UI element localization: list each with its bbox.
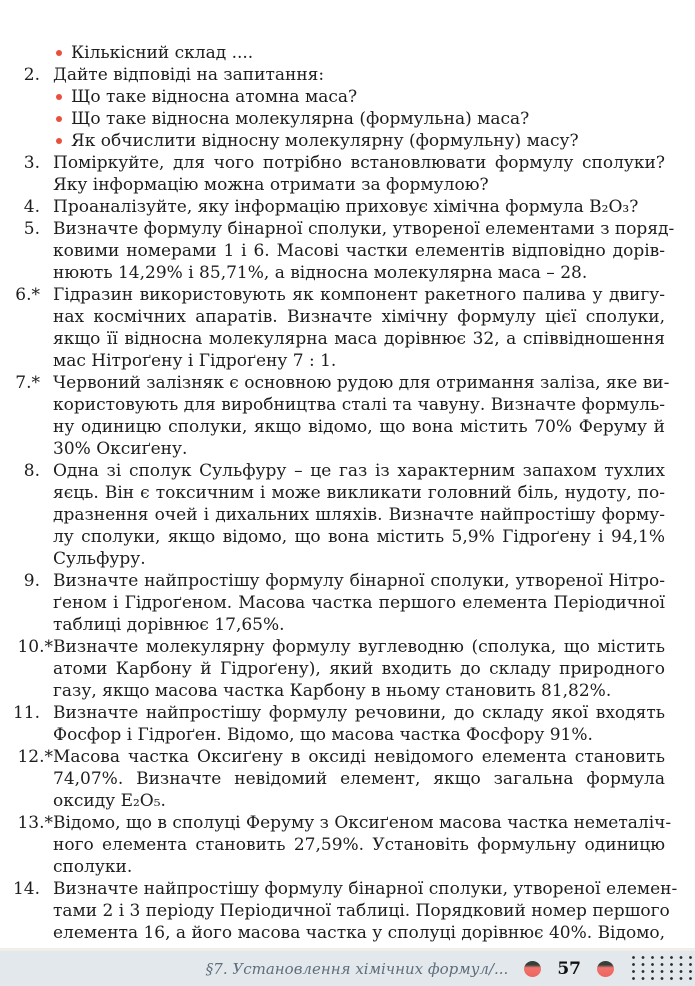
page-number: 57 [557, 958, 581, 979]
item-text-line: Яку інформацію можна отримати за формулою? [53, 175, 489, 195]
item-text-line: тами 2 і 3 періоду Періодичної таблиці. Порядковий номер першого [53, 901, 670, 921]
item-lines [53, 636, 665, 702]
item-lines [53, 284, 665, 372]
item-lines [53, 218, 675, 284]
item-text-line: яєць. Він є токсичним і може викликати головний біль, нудоту, по- [53, 483, 665, 503]
item-text-line: Визначте найпростішу формулу бінарної сполуки, утвореної Нітро- [53, 571, 665, 591]
item-number: 8. [23, 461, 40, 481]
bead-icon [524, 961, 541, 977]
exercise-item [12, 878, 678, 944]
exercise-item [17, 812, 672, 878]
exercise-list [12, 42, 678, 944]
item-text-line: газу, якщо масова частка Карбону в ньому становить 81,82%. [53, 681, 612, 701]
item-number: 2. [23, 65, 40, 85]
item-number: 12.* [17, 747, 53, 767]
item-text-line: ну одиницю сполуки, якщо відомо, що вона містить 70% Феруму й [53, 417, 665, 437]
bullet-dot-icon [56, 50, 62, 56]
item-lines [53, 152, 665, 196]
item-text-line: мас Нітроґену і Гідроґену 7 : 1. [53, 351, 337, 371]
item-text-line: Відомо, що в сполуці Феруму з Оксиґеном масова частка неметаліч- [53, 813, 672, 833]
item-text-line: дразнення очей і дихальних шляхів. Визначте найпростішу форму- [53, 505, 665, 525]
item-lines [53, 570, 665, 636]
item-text-line: Масова частка Оксиґену в оксиді невідомого елемента становить [53, 747, 665, 767]
bead-icon [597, 961, 614, 977]
item-number: 11. [12, 703, 40, 723]
item-lines [53, 64, 665, 152]
page-footer [0, 948, 695, 986]
item-number: 4. [23, 197, 40, 217]
exercise-item [12, 702, 665, 746]
item-text-line: таблиці дорівнює 17,65%. [53, 615, 285, 635]
bullet-text: Що таке відносна молекулярна (формульна) маса? [71, 109, 530, 129]
exercise-item [23, 152, 665, 196]
item-text-line: Проаналізуйте, яку інформацію приховує хімічна формула B₂O₃? [53, 197, 639, 217]
footer-section-title: §7. Установлення хімічних формул/... [205, 959, 509, 978]
item-lines [53, 812, 672, 878]
item-text-line: 30% Оксиґену. [53, 439, 188, 459]
item-text-line: нюють 14,29% і 85,71%, а відносна молекулярна маса – 28. [53, 263, 588, 283]
item-text-line: сполуки. [53, 857, 133, 877]
item-number: 13.* [17, 813, 53, 833]
item-text-line: лу сполуки, якщо відомо, що вона містить 5,9% Гідроґену і 94,1% [53, 527, 665, 547]
exercise-item [15, 372, 670, 460]
item-lines [53, 746, 665, 812]
bullet-line [53, 108, 665, 130]
item-number: 9. [23, 571, 40, 591]
item-text-line: атоми Карбону й Гідроґену), який входить до складу природного [53, 659, 665, 679]
bullet-text: Що таке відносна атомна маса? [71, 87, 358, 107]
bullet-text: Кількісний склад .... [71, 43, 254, 63]
item-lines [53, 196, 665, 218]
bullet-dot-icon [56, 116, 62, 122]
item-lines [53, 42, 665, 64]
item-lines [53, 372, 670, 460]
item-lines [53, 460, 665, 570]
dot-grid-decoration [632, 956, 694, 981]
bullet-text: Як обчислити відносну молекулярну (формульну) масу? [71, 131, 579, 151]
item-text-line: ковими номерами 1 і 6. Масові частки елементів відповідно дорів- [53, 241, 665, 261]
item-number: 5. [23, 219, 40, 239]
exercise-item [23, 64, 665, 152]
item-text-line: Дайте відповіді на запитання: [53, 65, 325, 85]
item-text-line: Визначте формулу бінарної сполуки, утвореної елементами з поряд- [53, 219, 675, 239]
item-text-line: 74,07%. Визначте невідомий елемент, якщо загальна формула [53, 769, 665, 789]
item-text-line: Визначте молекулярну формулу вуглеводню (сполука, що містить [53, 637, 665, 657]
exercise-item [23, 570, 665, 636]
item-text-line: Сульфуру. [53, 549, 146, 569]
item-text-line: елемента 16, а його масова частка у сполуці дорівнює 40%. Відомо, [53, 923, 666, 943]
item-number: 3. [23, 153, 40, 173]
exercise-item [53, 42, 665, 64]
exercise-item [17, 636, 665, 702]
item-text-line: Гідразин використовують як компонент ракетного палива у двигу- [53, 285, 665, 305]
exercise-item [17, 746, 665, 812]
exercise-item [23, 196, 665, 218]
item-text-line: ного елемента становить 27,59%. Установіть формульну одиницю [53, 835, 665, 855]
item-text-line: Червоний залізняк є основною рудою для отримання заліза, яке ви- [53, 373, 670, 393]
item-text-line: користовують для виробництва сталі та чавуну. Визначте формуль- [53, 395, 665, 415]
item-text-line: Одна зі сполук Сульфуру – це газ із характерним запахом тухлих [53, 461, 665, 481]
item-number: 14. [12, 879, 40, 899]
item-text-line: нах космічних апаратів. Визначте хімічну формулу цієї сполуки, [53, 307, 665, 327]
exercise-item [23, 218, 675, 284]
item-text-line: Визначте найпростішу формулу речовини, до складу якої входять [53, 703, 665, 723]
bullet-dot-icon [56, 94, 62, 100]
exercise-item [15, 284, 665, 372]
item-number: 7.* [15, 373, 40, 393]
bullet-line [53, 86, 665, 108]
item-text-line: Фосфор і Гідроґен. Відомо, що масова частка Фосфору 91%. [53, 725, 593, 745]
bullet-dot-icon [56, 138, 62, 144]
item-number: 10.* [17, 637, 53, 657]
bullet-line [53, 42, 665, 64]
item-text-line: Поміркуйте, для чого потрібно встановлювати формулу сполуки? [53, 153, 665, 173]
item-text-line: оксиду E₂O₅. [53, 791, 166, 811]
exercise-item [23, 460, 665, 570]
item-text-line: ґеном і Гідроґеном. Масова частка першого елемента Періодичної [53, 593, 665, 613]
item-number: 6.* [15, 285, 40, 305]
item-lines [53, 878, 678, 944]
bullet-line [53, 130, 665, 152]
item-lines [53, 702, 665, 746]
item-text-line: Визначте найпростішу формулу бінарної сполуки, утвореної елемен- [53, 879, 678, 899]
item-text-line: якщо її відносна молекулярна маса дорівнює 32, а співвідношення [53, 329, 665, 349]
